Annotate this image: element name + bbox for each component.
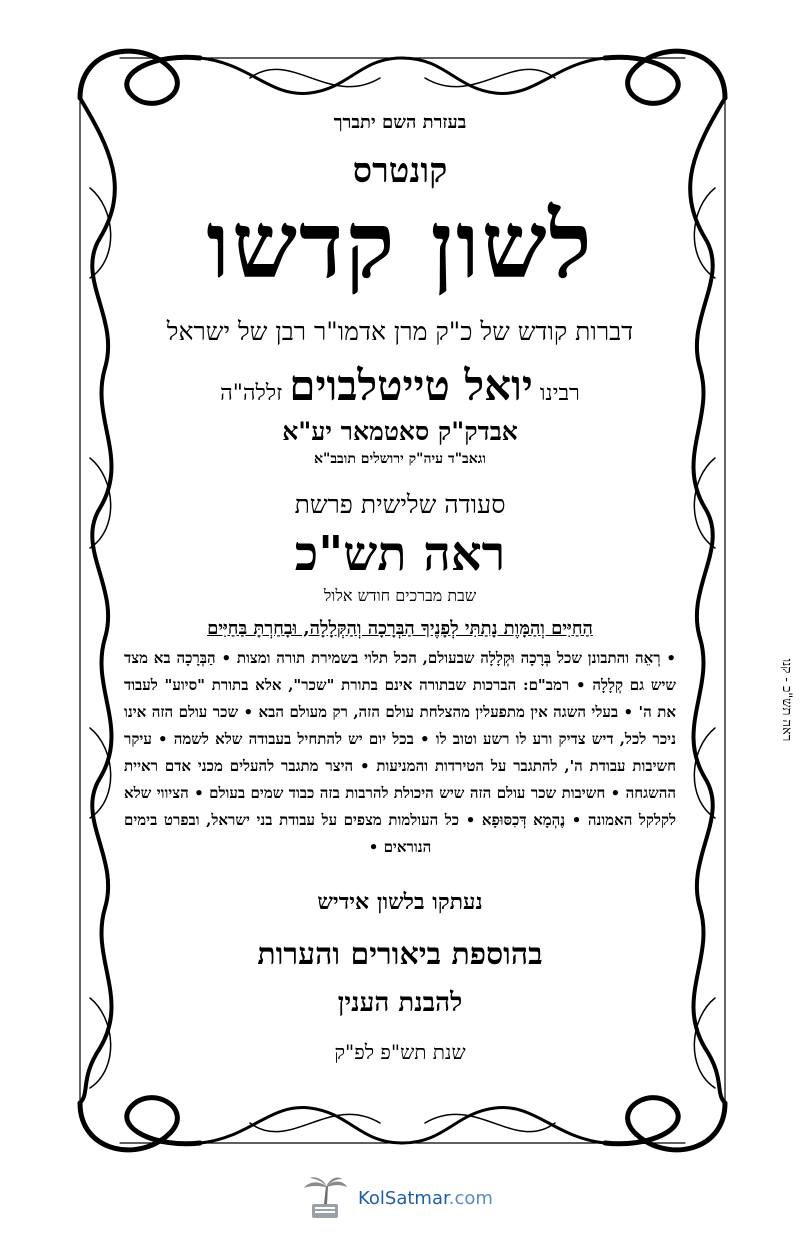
- rabbi-name-line: [120, 361, 680, 411]
- title-page-content: [120, 98, 680, 1108]
- yiddish-line: נעתקו בלשון אידיש: [317, 889, 483, 915]
- divrei-kodesh-line: דברות קודש של כ"ק מרן אדמו"ר רבן של ישראל: [166, 317, 634, 346]
- av-beit-din-line: אבדק"ק סאטמאר יע"א: [282, 417, 518, 446]
- verse-line: הַחַיִּים וְהַמָּוֶת נָתַתִּי לְפָנֶיךָ הַבְּרָכָה וְהַקְּלָלָה, וּבָחַרְתָּ בַּחַיִּים: [207, 618, 593, 639]
- kolsatmar-logo[interactable]: [300, 1176, 520, 1220]
- logo-text-main: KolSatmar: [358, 1188, 449, 1209]
- parsha-title: ראה תש"כ: [294, 526, 506, 582]
- jerusalem-line: וגאב"ד עיה"ק ירושלים תובב"א: [314, 451, 486, 467]
- rabbi-prefix: רבינו: [539, 381, 580, 406]
- seuda-line: סעודה שלישית פרשת: [294, 490, 506, 519]
- biurim-line: בהוספת ביאורים והערות: [257, 937, 543, 972]
- havanat-line: להבנת הענין: [337, 988, 463, 1018]
- side-page-note: [774, 600, 800, 800]
- topics-paragraph: • רְאֵה והתבונן שכל בְּרָכָה וּקְלָלָה שבעולם, הכל תלוי בשמירת תורה ומצות • הַבְּרָכָה בא מצד שיש גם קְלָלָה • רמב"ם: הברכות שבתורה אינם בתורת "שכר", אלא בתורת "סיוע" לעבוד את ה' • בעלי השגה אין מתפעלין מהצלחת עולם הזה, רק מעולם הבא • שכר עולם הזה אינו ניכר לכל, דיש צדיק ורע לו רשע וטוב לו • בכל יום יש להתחיל בעבודה שלא לשמה • עיקר חשיבות עבודת ה', להתגבר על הטירדות והמניעות • היצר מתגבר להעלים מכני אדם ראיית ההשגחה • חשיבות שכר עולם הזה שיש היכולת להרבות בזה כבוד שמים בעולם • הציווי שלא לקלקל האמונה • נֶהְמָא דְּכִסּוּפָא • כל העולמות מצפים על עבודת בני ישראל, ובפרט בימים הנוראים •: [124, 649, 676, 856]
- main-title: לשון קדשו: [206, 191, 594, 299]
- logo-text-tld: .com: [448, 1188, 493, 1209]
- logo-text: [358, 1188, 493, 1209]
- side-note-text: ראה תש"כ - קנו: [779, 658, 794, 742]
- rabbi-name: יואל טייטלבוים: [289, 361, 533, 410]
- kuntres-label: קונטרס: [352, 151, 448, 191]
- rabbi-suffix: זללה"ה: [220, 381, 283, 406]
- year-line: שנת תש"פ לפ"ק: [334, 1040, 466, 1064]
- shabbat-line: שבת מברכים חודש אלול: [323, 586, 477, 605]
- palm-tree-icon: [300, 1176, 350, 1220]
- blessing-line: בעזרת השם יתברך: [333, 112, 467, 133]
